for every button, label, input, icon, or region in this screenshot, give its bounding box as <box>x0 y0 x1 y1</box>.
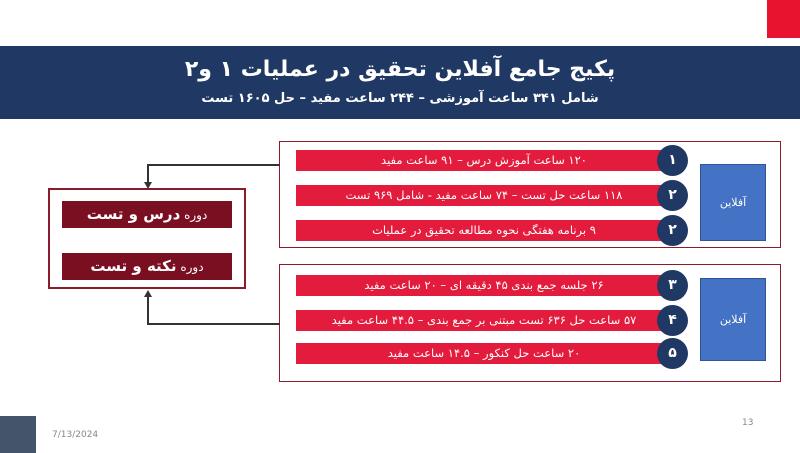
item-bar-3: ۹ برنامه هفتگی نحوه مطالعه تحقیق در عملیات <box>296 220 672 241</box>
item-number-1: ۱ <box>657 145 688 176</box>
footer-block <box>0 416 36 453</box>
corner-accent <box>767 0 800 38</box>
footer-date: 7/13/2024 <box>52 430 99 440</box>
course-strong-2: نکته و تست <box>90 257 177 275</box>
connector-top-horizontal <box>147 164 280 166</box>
course-prefix-1: دوره <box>180 208 208 222</box>
item-number-4: ۳ <box>657 270 688 301</box>
item-number-5: ۴ <box>657 305 688 336</box>
online-label-2: آفلاین <box>719 313 747 326</box>
item-bar-4: ۲۶ جلسه جمع بندی ۴۵ دقیقه ای – ۲۰ ساعت مفید <box>296 275 672 296</box>
item-number-2: ۲ <box>657 180 688 211</box>
course-strong-1: درس و تست <box>86 205 181 223</box>
item-number-3: ۲ <box>657 215 688 246</box>
connector-bottom-horizontal <box>147 323 280 325</box>
item-bar-1: ۱۲۰ ساعت آموزش درس – ۹۱ ساعت مفید <box>296 150 672 171</box>
connector-bottom-arrow <box>144 290 152 297</box>
item-bar-6: ۲۰ ساعت حل کنکور – ۱۴.۵ ساعت مفید <box>296 343 672 364</box>
connector-bottom-vertical <box>147 296 149 324</box>
online-box-1 <box>700 164 766 241</box>
item-bar-2: ۱۱۸ ساعت حل تست – ۷۴ ساعت مفید - شامل ۹۶۹ تست <box>296 185 672 206</box>
course-prefix-2: دوره <box>176 260 204 274</box>
course-pill-tip-test <box>62 253 232 280</box>
slide-title: پکیج جامع آفلاین تحقیق در عملیات ۱ و۲ <box>184 57 616 82</box>
connector-top-arrow <box>144 182 152 189</box>
page-number: 13 <box>742 418 754 428</box>
online-label-1: آفلاین <box>719 196 747 209</box>
online-box-2 <box>700 278 766 361</box>
item-number-6: ۵ <box>657 338 688 369</box>
course-pill-lesson-test <box>62 201 232 228</box>
item-bar-5: ۵۷ ساعت حل ۶۳۶ تست مبتنی بر جمع بندی – ۴۴.۵ ساعت مفید <box>296 310 672 331</box>
connector-top-vertical <box>147 164 149 184</box>
slide-subtitle: شامل ۳۴۱ ساعت آموزشی – ۲۴۴ ساعت مفید – حل ۱۶۰۵ تست <box>201 91 599 106</box>
